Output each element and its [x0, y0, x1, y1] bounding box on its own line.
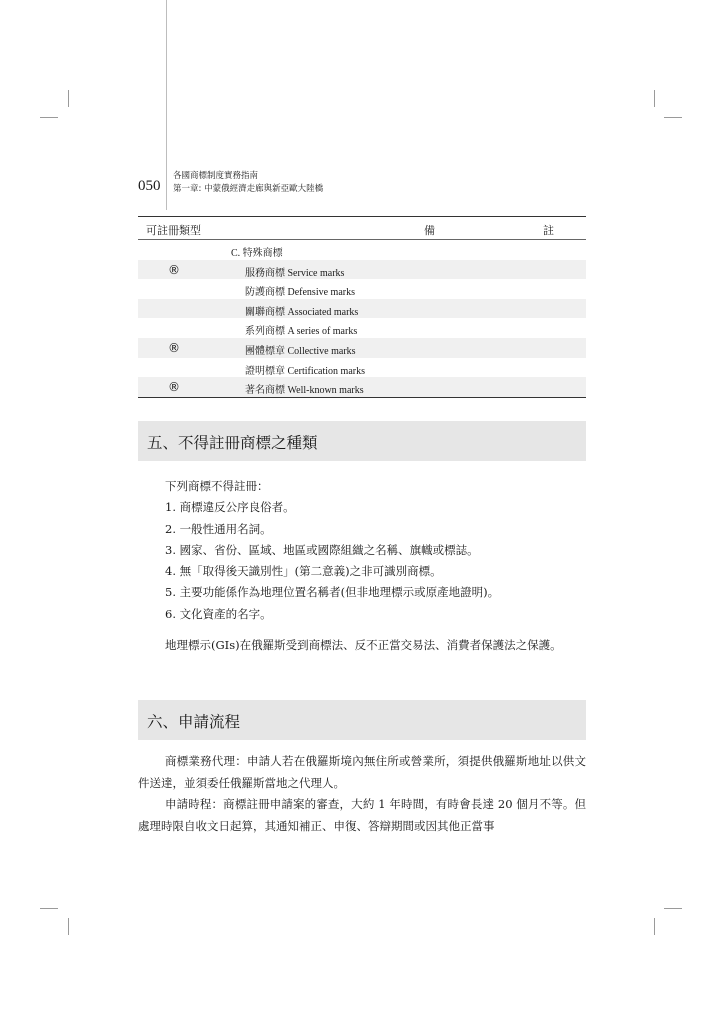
- table-row: [138, 299, 586, 319]
- table-row: [138, 377, 586, 397]
- row-name: 系列商標 A series of marks: [245, 326, 358, 338]
- row-name: 著名商標 Well-known marks: [245, 385, 364, 397]
- table-row: [138, 318, 586, 338]
- margin-rule: [166, 0, 167, 210]
- table-row: [138, 240, 586, 260]
- list-item: 1. 商標違反公序良俗者。: [165, 500, 295, 515]
- list-item: 5. 主要功能係作為地理位置名稱者(但非地理標示或原產地證明)。: [165, 585, 500, 600]
- crop-mark: [664, 908, 682, 909]
- body-paragraph: 地理標示(GIs)在俄羅斯受到商標法、反不正當交易法、消費者保護法之保護。: [165, 638, 562, 652]
- registered-mark: ®: [168, 340, 180, 355]
- col-remark-1: 備: [424, 224, 435, 237]
- table-header: [138, 217, 586, 240]
- section-heading: [138, 700, 586, 740]
- section-title: 五、不得註冊商標之種類: [147, 434, 318, 452]
- page-number: 050: [138, 178, 161, 194]
- list-item: 2. 一般性通用名詞。: [165, 521, 272, 536]
- row-name: 證明標章 Certification marks: [245, 365, 365, 377]
- list-intro: 下列商標不得註冊：: [165, 479, 269, 493]
- row-name: 服務商標 Service marks: [245, 267, 345, 279]
- table-row: [138, 338, 586, 358]
- list-item: 4. 無「取得後天識別性」(第二意義)之非可識別商標。: [165, 564, 442, 579]
- table-row: [138, 279, 586, 299]
- section-title: 六、申請流程: [147, 713, 241, 731]
- table-row: [138, 358, 586, 378]
- crop-mark: [664, 117, 682, 118]
- col-remark-2: 註: [543, 224, 554, 237]
- row-name: 關聯商標 Associated marks: [245, 306, 359, 318]
- trademark-type-table: [138, 216, 586, 398]
- crop-mark: [654, 90, 655, 107]
- body-paragraph: 申請時程：商標註冊申請案的審查，大約 1 年時間，有時會長達 20 個月不等。但處理時限自收文日起算，其通知補正、申復、答辯期間或因其他正當事: [138, 797, 586, 833]
- list-item: 3. 國家、省份、區域、地區或國際組織之名稱、旗幟或標誌。: [165, 542, 479, 557]
- crop-mark: [68, 918, 69, 935]
- chapter-title: 第一章: 中蒙俄經濟走廊與新亞歐大陸橋: [173, 184, 324, 194]
- section-heading: [138, 421, 586, 461]
- crop-mark: [40, 117, 58, 118]
- col-registrable-type: 可註冊類型: [146, 224, 201, 237]
- crop-mark: [40, 908, 58, 909]
- table-row: [138, 260, 586, 280]
- crop-mark: [68, 90, 69, 107]
- registered-mark: ®: [168, 262, 180, 277]
- row-name: 團體標章 Collective marks: [245, 345, 356, 357]
- registered-mark: ®: [168, 380, 180, 395]
- running-header: [173, 170, 323, 196]
- row-name: 防護商標 Defensive marks: [245, 287, 355, 299]
- crop-mark: [654, 918, 655, 935]
- body-paragraph: 商標業務代理：申請人若在俄羅斯境內無住所或營業所，須提供俄羅斯地址以供文件送達，並須委任俄羅斯當地之代理人。: [138, 754, 586, 790]
- book-title: 各國商標制度實務指南: [173, 171, 259, 181]
- list-item: 6. 文化資產的名字。: [165, 606, 272, 621]
- prohibited-list: [165, 476, 499, 625]
- row-name: C. 特殊商標: [231, 248, 283, 259]
